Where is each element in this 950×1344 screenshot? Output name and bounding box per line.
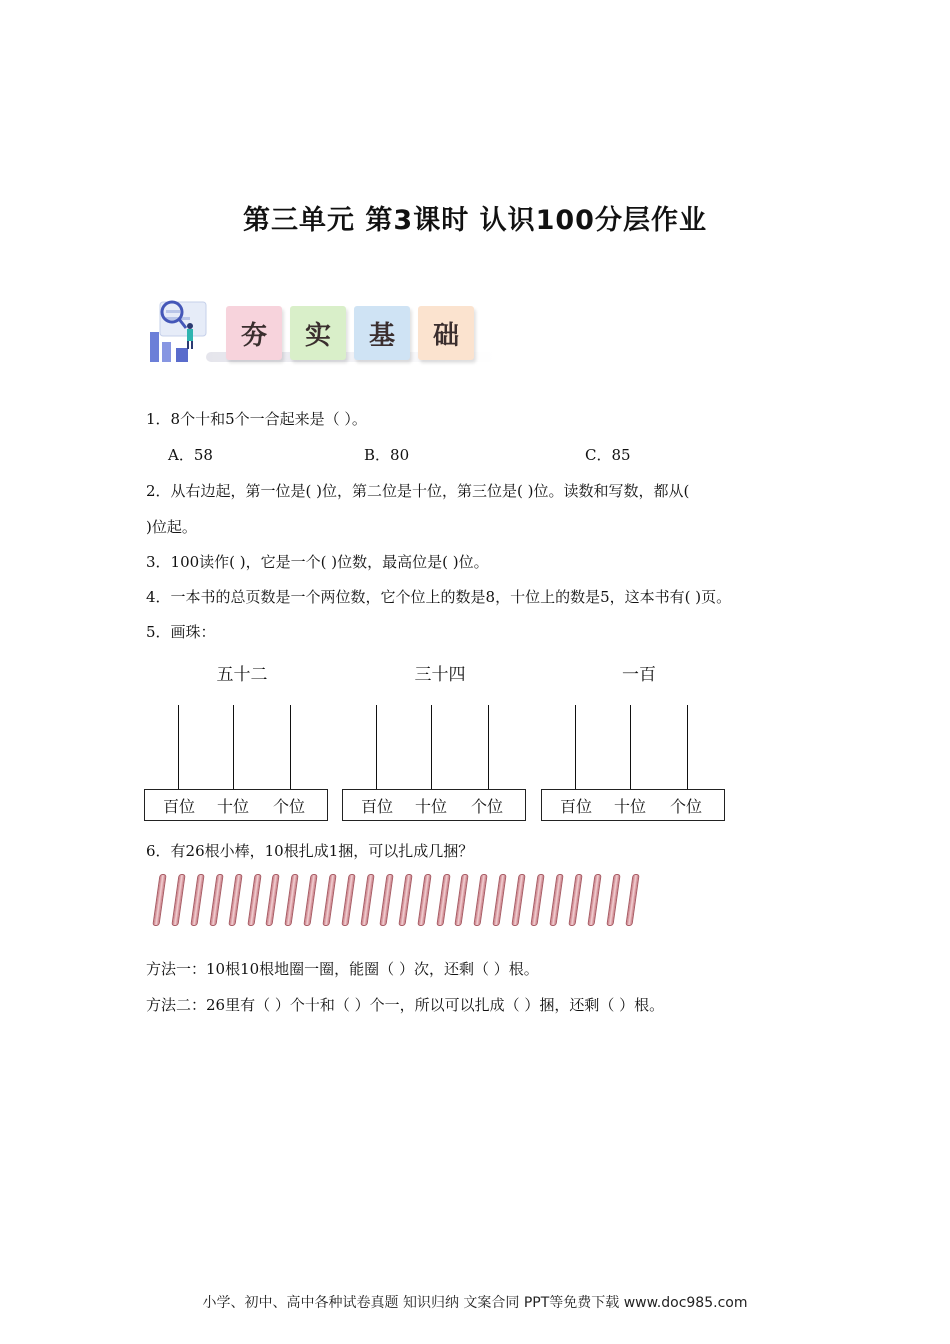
abacus-rod-tens	[431, 705, 432, 791]
abacus-2	[342, 660, 528, 825]
place-ones: 个位	[670, 797, 703, 816]
place-tens: 十位	[217, 797, 250, 816]
abacus-rod-ones	[290, 705, 291, 791]
question-6: 6．有26根小棒，10根扎成1捆，可以扎成几捆？	[146, 842, 474, 860]
stick	[398, 874, 412, 926]
stick	[568, 874, 582, 926]
stick	[266, 874, 280, 926]
method-1: 方法一：10根10根地圈一圈，能圈（ ）次，还剩（ ）根。	[146, 960, 539, 978]
abacus-1	[144, 660, 330, 825]
abacus-label: 五十二	[216, 665, 268, 685]
stick	[209, 874, 223, 926]
stick	[511, 874, 525, 926]
stick	[228, 874, 242, 926]
abacus-rod-tens	[630, 705, 631, 791]
question-4: 4．一本书的总页数是一个两位数，它个位上的数是8，十位上的数是5，这本书有( )页。	[146, 588, 732, 606]
stick	[360, 874, 374, 926]
section-banner	[146, 296, 496, 366]
abacus-rod-hundreds	[178, 705, 179, 791]
stick	[247, 874, 261, 926]
place-tens: 十位	[614, 797, 647, 816]
stick	[341, 874, 355, 926]
place-hundreds: 百位	[361, 797, 394, 816]
banner-tile-4: 础	[418, 306, 474, 360]
stick	[587, 874, 601, 926]
abacus-base	[342, 789, 526, 821]
place-hundreds: 百位	[560, 797, 593, 816]
question-5: 5．画珠：	[146, 623, 216, 641]
place-ones: 个位	[471, 797, 504, 816]
stick	[474, 874, 488, 926]
stick	[379, 874, 393, 926]
stick	[530, 874, 544, 926]
place-tens: 十位	[415, 797, 448, 816]
question-3: 3．100读作( )，它是一个( )位数，最高位是( )位。	[146, 553, 489, 571]
abacus-rod-tens	[233, 705, 234, 791]
abacus-rod-ones	[687, 705, 688, 791]
footer-text: 小学、初中、高中各种试卷真题 知识归纳 文案合同 PPT等免费下载 www.doc985.com	[202, 1295, 748, 1311]
abacus-rod-ones	[488, 705, 489, 791]
stick	[190, 874, 204, 926]
stick	[417, 874, 431, 926]
question-2-line-1: 2．从右边起，第一位是( )位，第二位是十位，第三位是( )位。读数和写数，都从(	[146, 482, 690, 500]
place-ones: 个位	[273, 797, 306, 816]
option-a: A．58	[168, 446, 213, 464]
abacus-label: 一百	[622, 665, 656, 685]
method-2: 方法二：26里有（ ）个十和（ ）个一，所以可以扎成（ ）捆，还剩（ ）根。	[146, 996, 665, 1014]
stick	[171, 874, 185, 926]
abacus-base	[541, 789, 725, 821]
banner-tile-2: 实	[290, 306, 346, 360]
banner-tile-1: 夯	[226, 306, 282, 360]
option-b: B．80	[364, 446, 410, 464]
stick	[625, 874, 639, 926]
stick	[549, 874, 563, 926]
stick	[606, 874, 620, 926]
stick	[152, 874, 166, 926]
question-1: 1．8个十和5个一合起来是（ ）。	[146, 410, 367, 428]
abacus-rod-hundreds	[376, 705, 377, 791]
banner-tile-3: 基	[354, 306, 410, 360]
sticks-illustration	[148, 872, 648, 928]
magnifier-figure-icon	[146, 296, 214, 366]
place-hundreds: 百位	[163, 797, 196, 816]
stick	[285, 874, 299, 926]
stick	[436, 874, 450, 926]
question-2-line-2: )位起。	[146, 518, 197, 536]
stick	[304, 874, 318, 926]
abacus-base	[144, 789, 328, 821]
stick	[493, 874, 507, 926]
stick	[322, 874, 336, 926]
abacus-3	[541, 660, 727, 825]
abacus-rod-hundreds	[575, 705, 576, 791]
abacus-label: 三十四	[414, 665, 466, 685]
page-title: 第三单元 第3课时 认识100分层作业	[243, 205, 707, 236]
option-c: C．85	[585, 446, 631, 464]
stick	[455, 874, 469, 926]
